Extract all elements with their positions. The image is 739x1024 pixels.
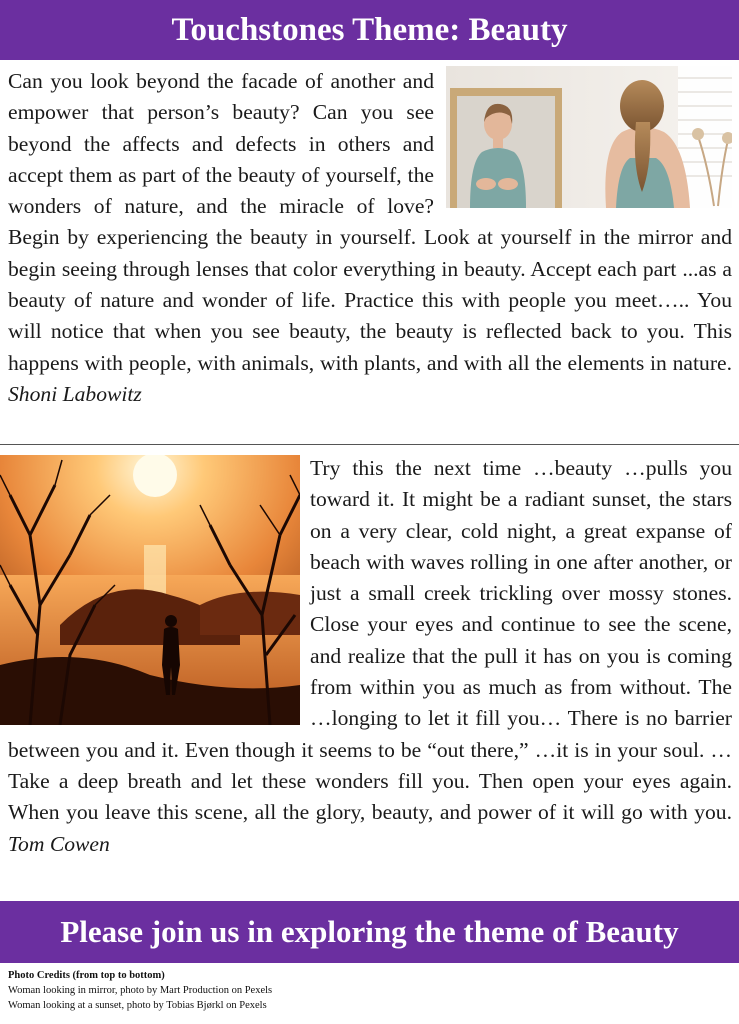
reading-text: Try this the next time …beauty …pulls you toward it. It might be a radiant sunset, the stars on a very clear, cold night, a great expanse of beach with waves rolling in one after another, or just a small creek trickling over mossy stones. Close your eyes and continue to see the scene, and realize that the pull it has on you is coming from within you as much as from without. The …longing to let it fill you… There is no barrier between you and it. Even though it seems to be “out there,” …it is in your soul. …Take a deep breath and let these wonders fill you. Then open your eyes again. When you leave this scene, all the glory, beauty, and power of it will go with you. [8,456,732,825]
section-divider [0,444,739,445]
author-attribution: Tom Cowen [8,831,110,856]
sunset-photo [0,455,300,725]
reading-shoni-labowitz [8,66,732,410]
credits-heading: Photo Credits (from top to bottom) [8,970,165,981]
credit-line: Woman looking at a sunset, photo by Tobias Bjørkl on Pexels [8,1000,267,1011]
author-attribution: Shoni Labowitz [8,381,142,406]
photo-credits [8,968,272,1013]
mirror-photo [446,66,732,208]
invitation-banner: Please join us in exploring the theme of Beauty [0,901,739,963]
reading-tom-cowen [8,453,732,860]
reading-text: Can you look beyond the facade of another and empower that person’s beauty? Can you see beyond the affects and defects in others and accept them as part of the beauty of yourself, the wonders of nature, and the miracle of love? Begin by experiencing the beauty in yourself. Look at yourself in the mirror and begin seeing through lenses that color everything in beauty. Accept each part ...as a beauty of nature and wonder of life. Practice this with people you meet….. You will notice that when you see beauty, the beauty is reflected back to you. This happens with people, with animals, with plants, and with all the elements in nature. [8,69,732,375]
credit-line: Woman looking in mirror, photo by Mart Production on Pexels [8,985,273,996]
page-title: Touchstones Theme: Beauty [0,0,739,60]
